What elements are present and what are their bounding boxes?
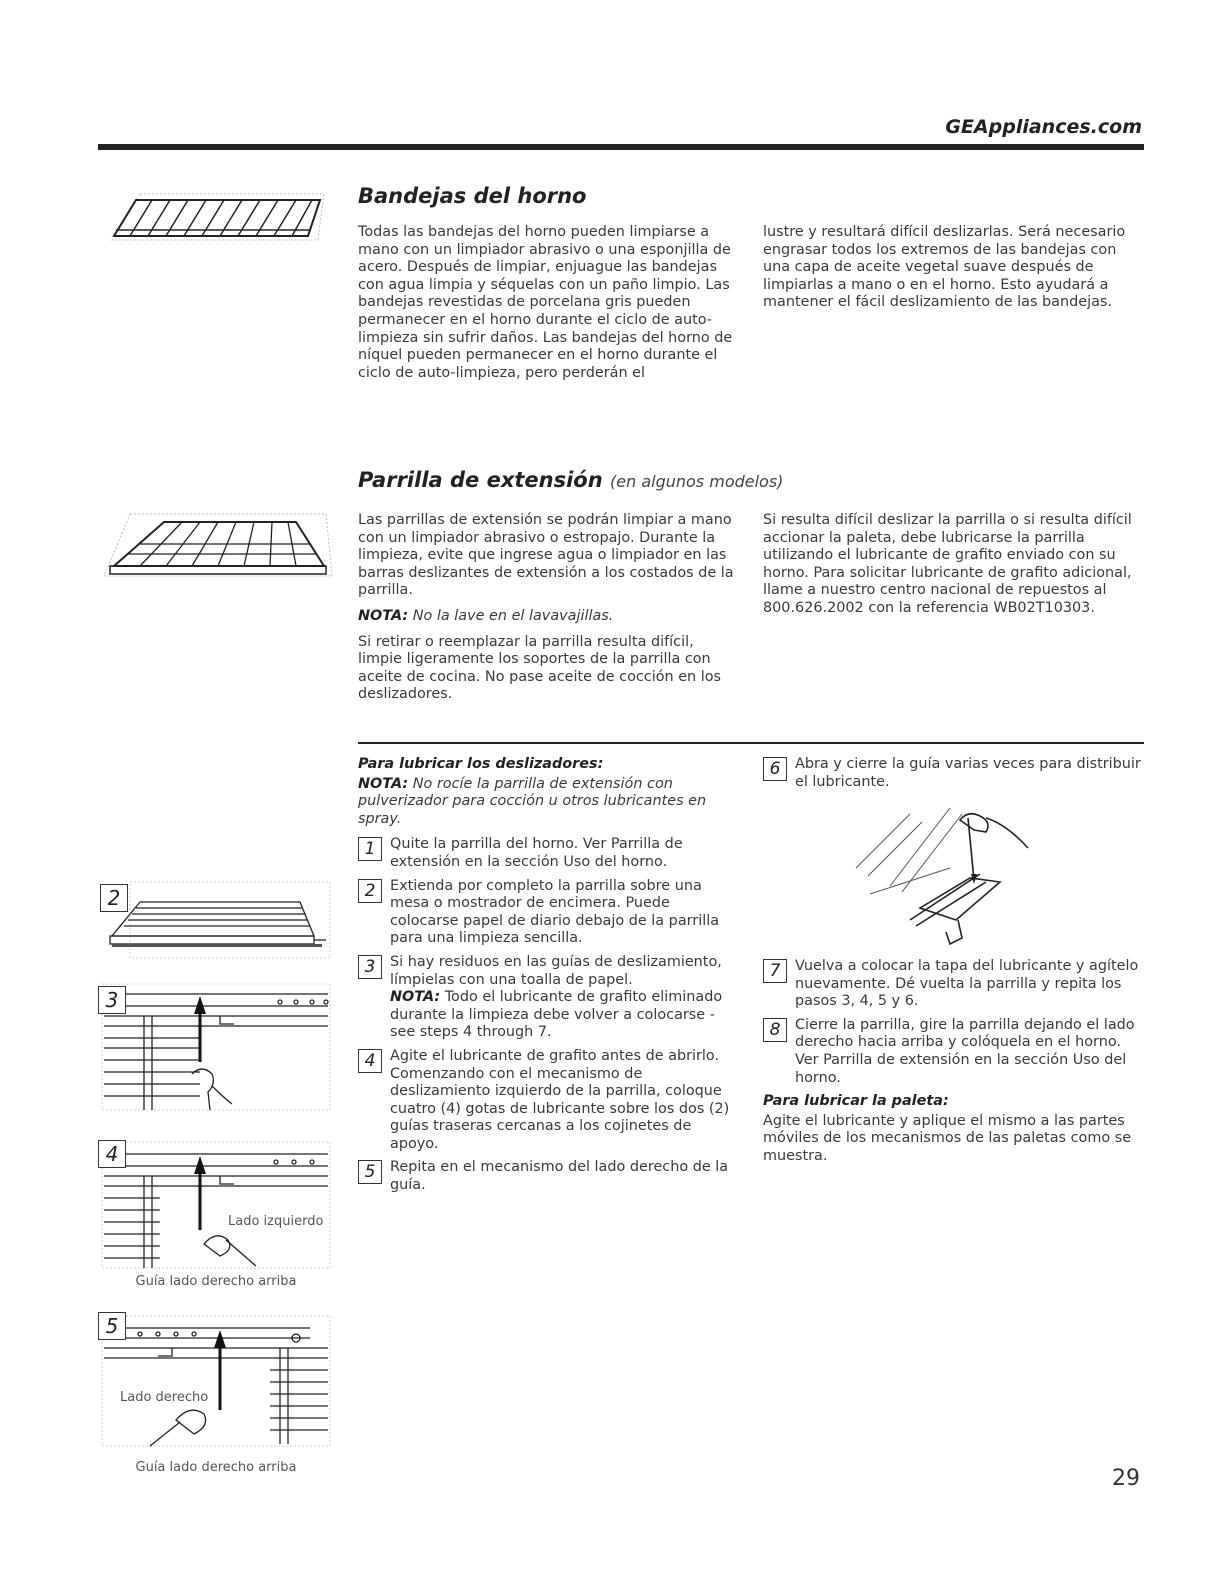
lubricate-col2-top — [763, 756, 1143, 797]
parrilla-nota — [358, 608, 738, 626]
figure-3-illustration — [100, 982, 332, 1112]
step-text: Cierre la parrilla, gire la parrilla dejando el lado derecho hacia arriba y colóquela en el horno. Ver Parrilla de extensión en la sección Uso del horno. — [795, 1016, 1135, 1086]
step-8 — [763, 1017, 1143, 1087]
step-text — [390, 954, 740, 1042]
nota-label: NOTA: — [358, 607, 409, 624]
step-text: Vuelva a colocar la tapa del lubricante y agítelo nuevamente. Dé vuelta la parrilla y repita los pasos 3, 4, 5 y 6. — [795, 958, 1139, 1010]
nota-text: No rocíe la parrilla de extensión con pulverizador para cocción u otros lubricantes en spray. — [358, 775, 707, 827]
lubricate-col1 — [358, 756, 740, 1201]
step-number: 8 — [763, 1018, 787, 1042]
figure-4-label: Lado izquierdo — [228, 1214, 324, 1229]
step-3 — [358, 954, 740, 1042]
site-url: GEAppliances.com — [945, 116, 1142, 138]
step-number: 4 — [358, 1049, 382, 1073]
nota-label: NOTA: — [390, 989, 441, 1006]
step-text: Agite el lubricante de grafito antes de abrirlo. Comenzando con el mecanismo de deslizamiento izquierdo de la parrilla, coloque cuatro (4) gotas de lubricante sobre los dos (2) guías traseras cercanas a los cojinetes de apoyo. — [390, 1047, 730, 1152]
step-5 — [358, 1159, 740, 1194]
figure-5-caption: Guía lado derecho arriba — [135, 1460, 297, 1475]
step-text: Quite la parrilla del horno. Ver Parrilla de extensión en la sección Uso del horno. — [390, 836, 683, 870]
nota-text: No la lave en el lavavajillas. — [412, 607, 614, 624]
figure-2-illustration — [100, 880, 332, 960]
figure-2-number: 2 — [100, 884, 128, 912]
figure-5-illustration — [100, 1314, 332, 1448]
lubricate-col2-bottom — [763, 958, 1143, 1174]
lubricate-heading: Para lubricar los deslizadores: — [358, 756, 604, 772]
step-4 — [358, 1048, 740, 1154]
parrilla-title: Parrilla de extensión — [358, 468, 603, 492]
extension-rack-illustration — [100, 508, 336, 582]
step-7 — [763, 958, 1143, 1011]
section-title-parrilla — [358, 468, 783, 492]
parrilla-subtitle: (en algunos modelos) — [610, 472, 784, 491]
step-3-nota: Todo el lubricante de grafito eliminado durante la limpieza debe volver a colocarse - see steps 4 through 7. — [390, 989, 723, 1041]
paddle-lubrication-illustration — [850, 808, 1050, 948]
step-1 — [358, 836, 740, 871]
figure-4-illustration — [100, 1140, 332, 1270]
oven-rack-illustration — [100, 182, 336, 260]
section-divider — [358, 742, 1144, 744]
header-rule — [98, 144, 1144, 150]
parrilla-paragraph-1: Las parrillas de extensión se podrán limpiar a mano con un limpiador abrasivo o estropajo. Durante la limpieza, evite que ingrese agua o limpiador en las barras deslizantes de extensión a los costados de la parrilla. — [358, 512, 734, 599]
bandejas-text-col1: Todas las bandejas del horno pueden limpiarse a mano con un limpiador abrasivo o una esponjilla de acero. Después de limpiar, enjuague las bandejas con agua limpia y séquelas con un paño limpio. Las bandejas revestidas de porcelana gris pueden permanecer en el horno durante el ciclo de auto-limpieza sin sufrir daños. Las bandejas del horno de níquel pueden permanecer en el horno durante el ciclo de auto-limpieza, pero perderán el — [358, 224, 733, 381]
parrilla-paragraph-2: Si retirar o reemplazar la parrilla resulta difícil, limpie ligeramente los soportes de la parrilla con aceite de cocina. No pase aceite de cocción en los deslizadores. — [358, 633, 722, 703]
step-number: 3 — [358, 955, 382, 979]
step-number: 6 — [763, 757, 787, 781]
step-text: Extienda por completo la parrilla sobre una mesa o mostrador de encimera. Puede colocarse papel de diario debajo de la parrilla para una limpieza sencilla. — [390, 877, 720, 947]
step-2 — [358, 878, 740, 948]
parrilla-text-col1 — [358, 512, 738, 712]
step-number: 1 — [358, 837, 382, 861]
parrilla-text-col2: Si resulta difícil deslizar la parrilla o si resulta difícil accionar la paleta, debe lubricarse la parrilla utilizando el lubricante de grafito enviado con su horno. Para solicitar lubricante de grafito adicional, llame a nuestro centro nacional de repuestos al 800.626.2002 con la referencia WB02T10303. — [763, 512, 1132, 616]
bandejas-text-col2: lustre y resultará difícil deslizarlas. Será necesario engrasar todos los extremos de las bandejas con una capa de aceite vegetal suave después de limpiarlas a mano o en el horno. Esto ayudará a mantener el fácil deslizamiento de las bandejas. — [763, 224, 1126, 311]
nota-label: NOTA: — [358, 775, 409, 792]
section-title-bandejas: Bandejas del horno — [358, 184, 587, 208]
figure-5-number: 5 — [98, 1312, 126, 1340]
paddle-heading: Para lubricar la paleta: — [763, 1093, 949, 1110]
step-number: 7 — [763, 959, 787, 983]
step-text: Repita en el mecanismo del lado derecho de la guía. — [390, 1159, 729, 1194]
page-number: 29 — [1112, 1466, 1140, 1491]
step-6 — [763, 756, 1143, 791]
figure-3-number: 3 — [98, 986, 126, 1014]
step-3-text: Si hay residuos en las guías de deslizamiento, límpielas con una toalla de papel. — [390, 953, 722, 988]
paddle-text: Agite el lubricante y aplique el mismo a las partes móviles de los mecanismos de las paletas como se muestra. — [763, 1112, 1132, 1164]
step-number: 2 — [358, 879, 382, 903]
figure-4-caption: Guía lado derecho arriba — [135, 1274, 297, 1289]
figure-5-label: Lado derecho — [120, 1390, 209, 1405]
step-number: 5 — [358, 1160, 382, 1184]
step-text: Abra y cierre la guía varias veces para distribuir el lubricante. — [795, 756, 1141, 790]
lubricate-nota — [358, 776, 740, 829]
figure-4-number: 4 — [98, 1140, 126, 1168]
